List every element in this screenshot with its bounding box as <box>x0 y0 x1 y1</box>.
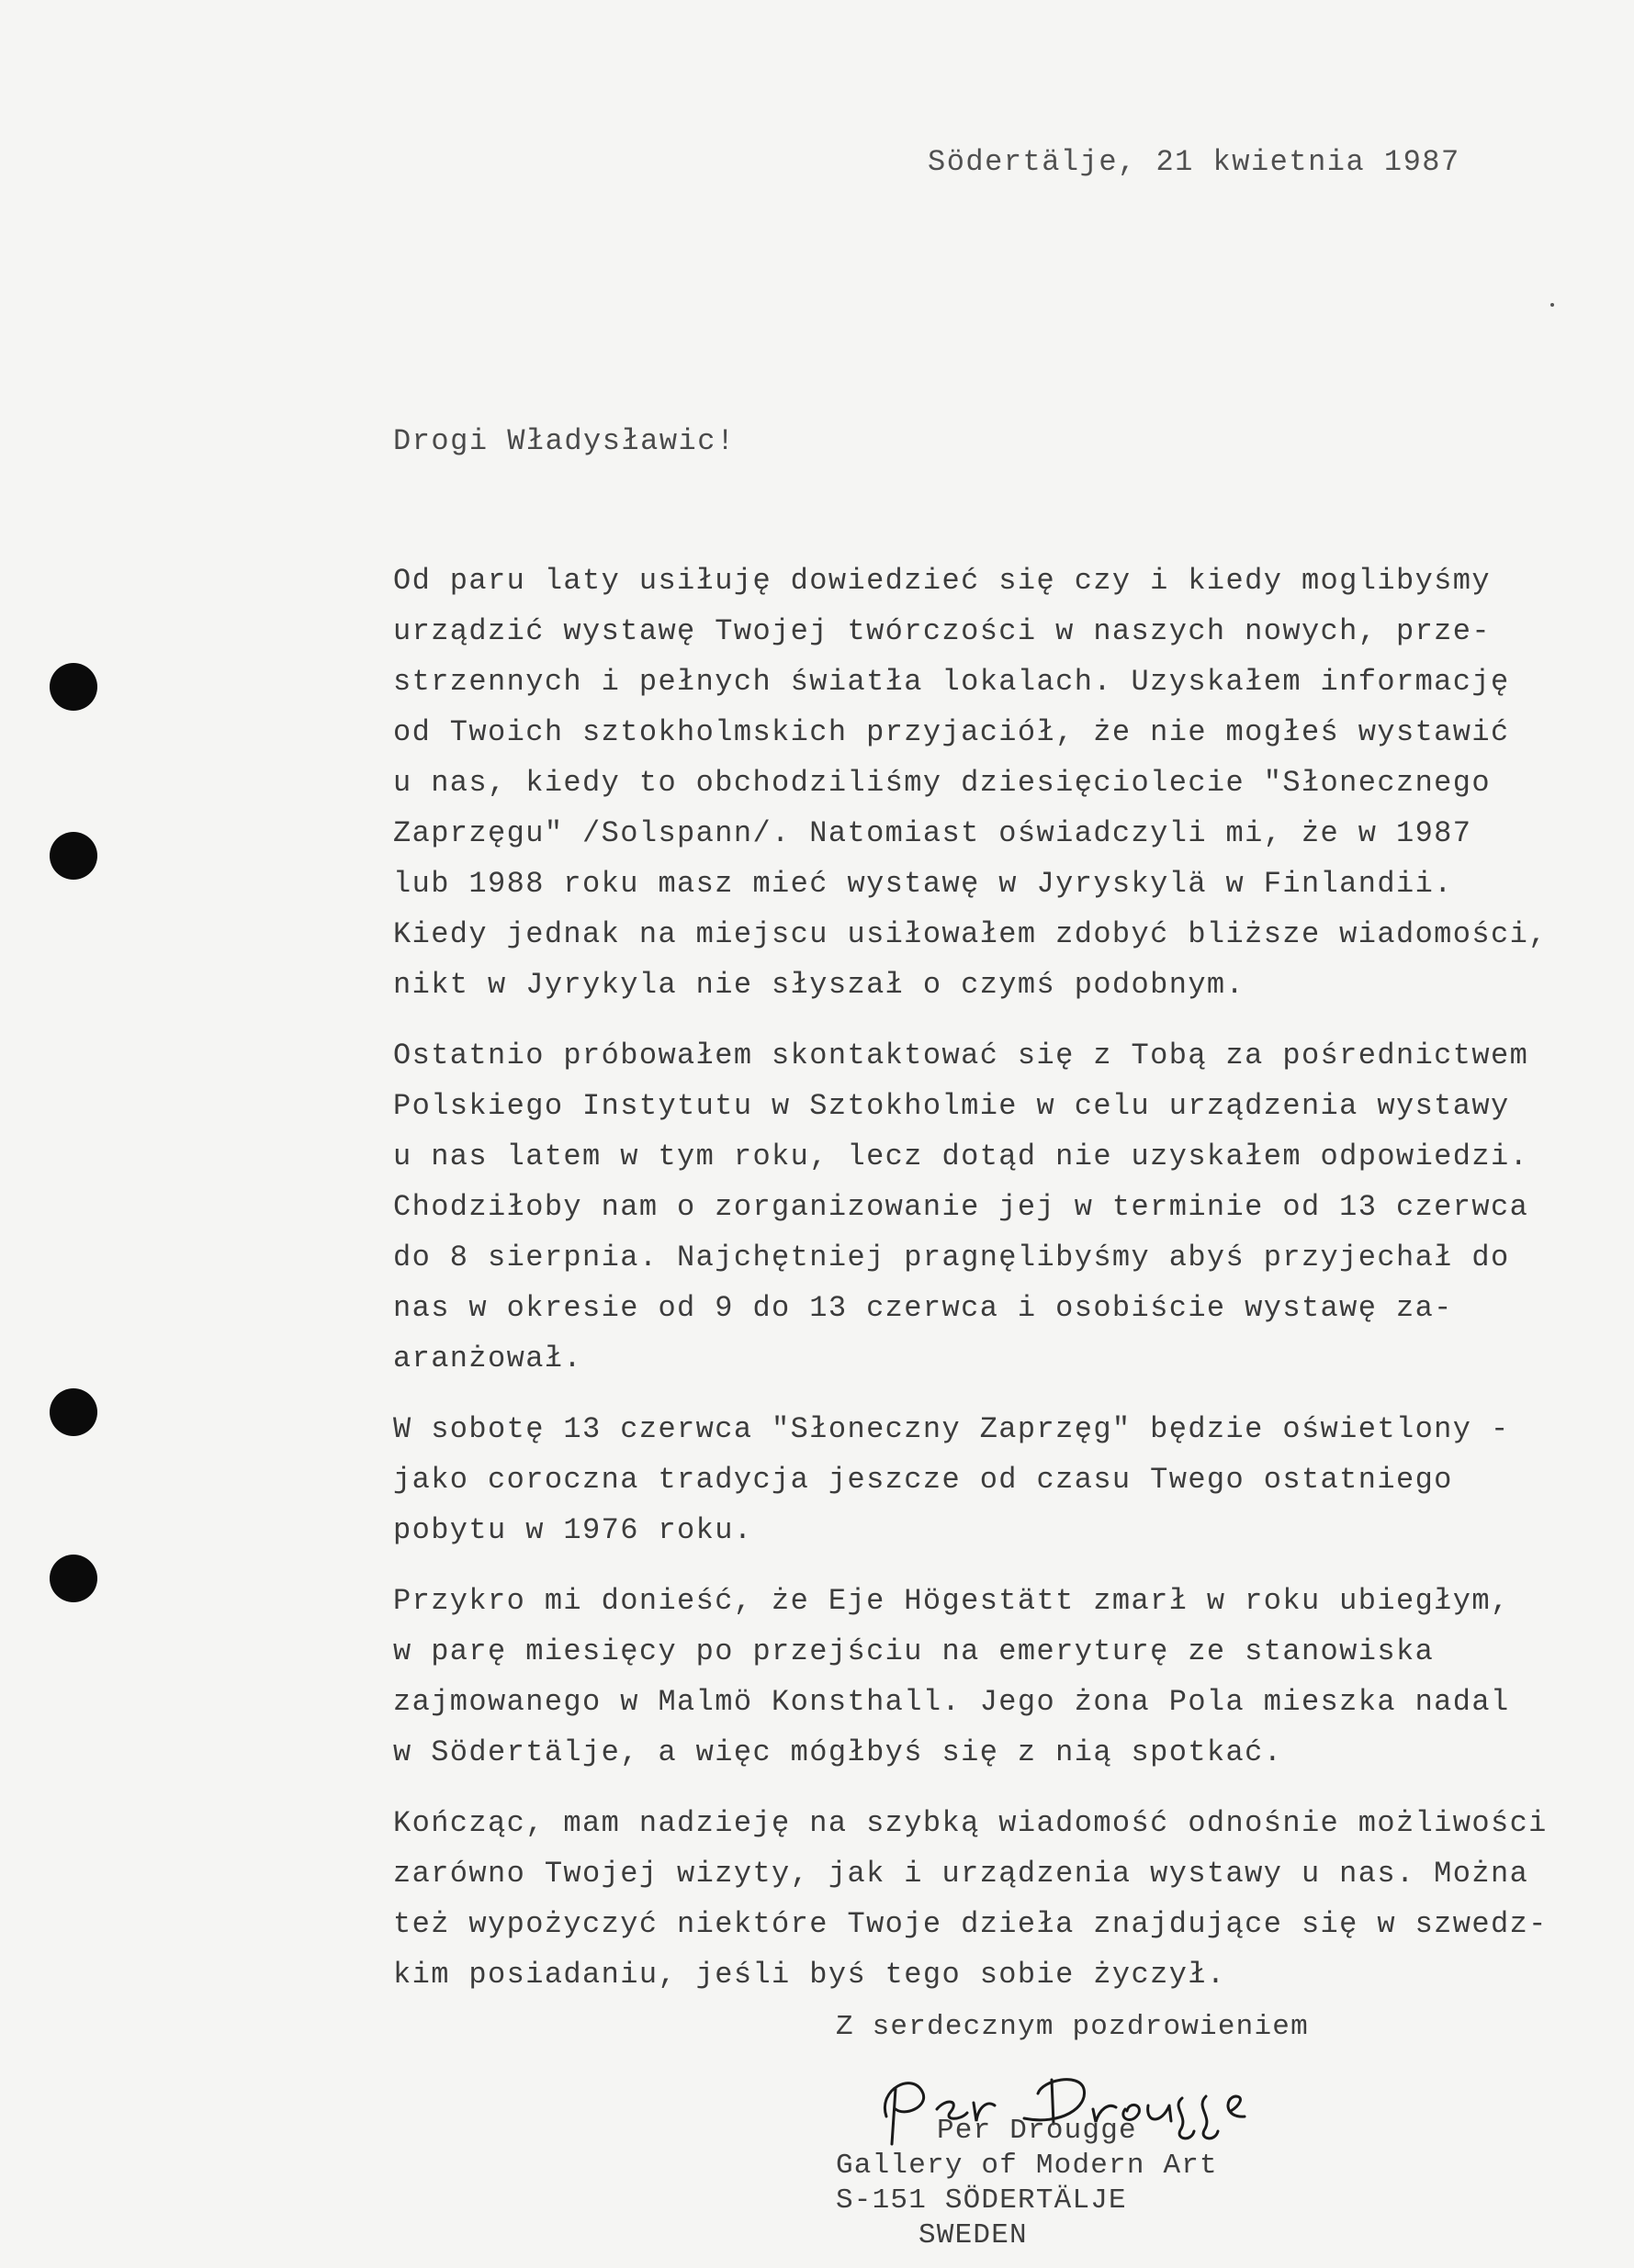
letter-body <box>393 556 1634 2020</box>
paragraph <box>393 1798 1634 2000</box>
text-line: Przykro mi donieść, że Eje Högestätt zmarł w roku ubiegłym, <box>393 1584 1510 1618</box>
text-line: zajmowanego w Malmö Konsthall. Jego żona Pola mieszka nadal <box>393 1685 1510 1719</box>
punch-hole <box>50 663 97 711</box>
text-line: Kończąc, mam nadzieję na szybką wiadomość odnośnie możliwości <box>393 1806 1548 1840</box>
text-line: urządzić wystawę Twojej twórczości w naszych nowych, prze- <box>393 614 1491 648</box>
paragraph <box>393 1404 1634 1555</box>
text-line: aranżował. <box>393 1342 583 1375</box>
sender-country: SWEDEN <box>918 2219 1028 2251</box>
sender-organization: Gallery of Modern Art <box>836 2150 1218 2182</box>
sender-address-line: S-151 SÖDERTÄLJE <box>836 2184 1127 2217</box>
text-line: Od paru laty usiłuję dowiedzieć się czy i kiedy moglibyśmy <box>393 564 1491 598</box>
paper-speck <box>1550 303 1554 307</box>
text-line: w parę miesięcy po przejściu na emeryturę ze stanowiska <box>393 1634 1435 1668</box>
text-line: Chodziłoby nam o zorganizowanie jej w terminie od 13 czerwca <box>393 1190 1529 1224</box>
paragraph <box>393 1576 1634 1778</box>
closing-text: Z serdecznym pozdrowieniem <box>836 2011 1309 2043</box>
paragraph <box>393 1030 1634 1384</box>
salutation: Drogi Władysławic! <box>393 424 736 458</box>
text-line: Polskiego Instytutu w Sztokholmie w celu urządzenia wystawy <box>393 1089 1510 1123</box>
text-line: lub 1988 roku masz mieć wystawę w Jyryskylä w Finlandii. <box>393 867 1453 901</box>
text-line: od Twoich sztokholmskich przyjaciół, że nie mogłeś wystawić <box>393 715 1510 749</box>
place-date: Södertälje, 21 kwietnia 1987 <box>928 145 1460 179</box>
text-line: Ostatnio próbowałem skontaktować się z Tobą za pośrednictwem <box>393 1039 1529 1072</box>
text-line: strzennych i pełnych światła lokalach. Uzyskałem informację <box>393 665 1510 699</box>
text-line: w Södertälje, a więc mógłbyś się z nią spotkać. <box>393 1735 1283 1769</box>
text-line: Zaprzęgu" /Solspann/. Natomiast oświadczyli mi, że w 1987 <box>393 816 1472 850</box>
text-line: jako coroczna tradycja jeszcze od czasu Twego ostatniego <box>393 1463 1453 1497</box>
text-line: też wypożyczyć niektóre Twoje dzieła znajdujące się w szwedz- <box>393 1907 1548 1941</box>
text-line: nas w okresie od 9 do 13 czerwca i osobiście wystawę za- <box>393 1291 1453 1325</box>
sender-name: Per Drougge <box>937 2115 1137 2147</box>
text-line: nikt w Jyrykyla nie słyszał o czymś podobnym. <box>393 968 1245 1002</box>
text-line: pobytu w 1976 roku. <box>393 1513 753 1547</box>
text-line: kim posiadaniu, jeśli byś tego sobie życzył. <box>393 1958 1226 1992</box>
text-line: Kiedy jednak na miejscu usiłowałem zdobyć bliższe wiadomości, <box>393 917 1548 951</box>
closing <box>836 2009 1309 2046</box>
text-line: u nas, kiedy to obchodziliśmy dziesięciolecie "Słonecznego <box>393 766 1491 800</box>
punch-hole <box>50 1555 97 1602</box>
paragraph <box>393 556 1634 1010</box>
text-line: u nas latem w tym roku, lecz dotąd nie uzyskałem odpowiedzi. <box>393 1140 1529 1173</box>
text-line: do 8 sierpnia. Najchętniej pragnęlibyśmy abyś przyjechał do <box>393 1241 1510 1274</box>
punch-hole <box>50 832 97 880</box>
text-line: zarówno Twojej wizyty, jak i urządzenia wystawy u nas. Można <box>393 1857 1529 1891</box>
text-line: W sobotę 13 czerwca "Słoneczny Zaprzęg" będzie oświetlony - <box>393 1412 1510 1446</box>
sender-address <box>836 2114 1218 2253</box>
punch-hole <box>50 1388 97 1436</box>
